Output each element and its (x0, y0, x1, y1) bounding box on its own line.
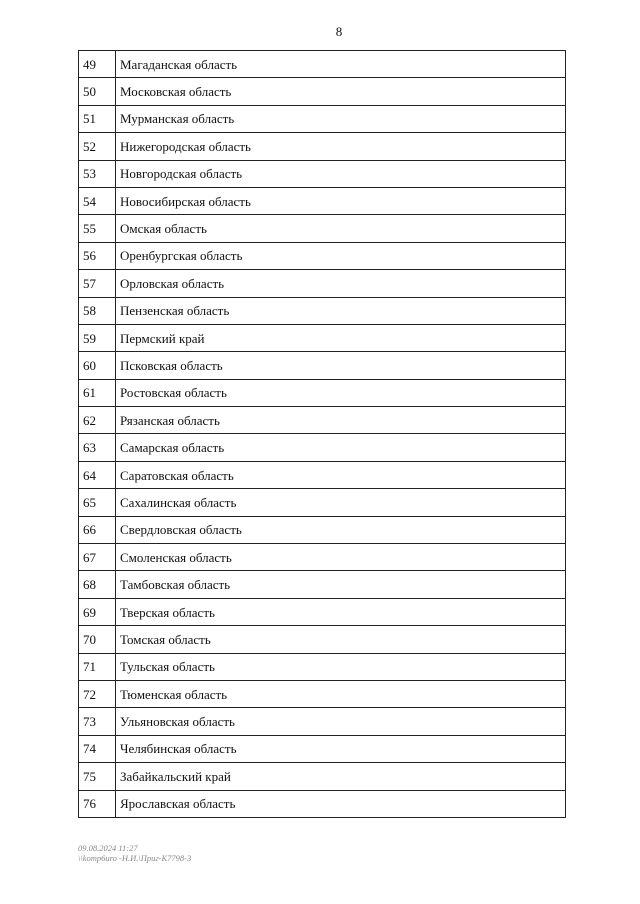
region-name: Нижегородская область (116, 133, 566, 160)
region-name: Забайкальский край (116, 763, 566, 790)
table-row (79, 571, 566, 598)
table-row (79, 324, 566, 351)
footer-file-path: \\komp6uro -Н.И.\Приг-К7798-3 (78, 853, 192, 863)
table-row (79, 105, 566, 132)
table-row (79, 461, 566, 488)
table-row (79, 735, 566, 762)
table-row (79, 242, 566, 269)
table-row (79, 763, 566, 790)
region-name: Ульяновская область (116, 708, 566, 735)
table-row (79, 680, 566, 707)
region-name: Тамбовская область (116, 571, 566, 598)
row-number: 74 (79, 735, 116, 762)
row-number: 51 (79, 105, 116, 132)
page-number: 8 (335, 24, 343, 39)
table-row (79, 379, 566, 406)
region-name: Орловская область (116, 270, 566, 297)
region-name: Тюменская область (116, 680, 566, 707)
footer-timestamp: 09.08.2024 11:27 (78, 843, 138, 853)
row-number: 63 (79, 434, 116, 461)
table-row (79, 78, 566, 105)
table-row (79, 626, 566, 653)
table-row (79, 708, 566, 735)
row-number: 62 (79, 407, 116, 434)
table-row (79, 489, 566, 516)
region-name: Томская область (116, 626, 566, 653)
table-row (79, 598, 566, 625)
table-row (79, 133, 566, 160)
document-footer-stamp (78, 843, 191, 863)
row-number: 69 (79, 598, 116, 625)
row-number: 66 (79, 516, 116, 543)
region-name: Новосибирская область (116, 187, 566, 214)
row-number: 68 (79, 571, 116, 598)
region-name: Рязанская область (116, 407, 566, 434)
region-name: Новгородская область (116, 160, 566, 187)
region-name: Сахалинская область (116, 489, 566, 516)
row-number: 59 (79, 324, 116, 351)
table-row (79, 270, 566, 297)
regions-table (78, 50, 566, 818)
region-name: Магаданская область (116, 51, 566, 78)
row-number: 56 (79, 242, 116, 269)
row-number: 75 (79, 763, 116, 790)
table-row (79, 51, 566, 78)
row-number: 65 (79, 489, 116, 516)
table-row (79, 160, 566, 187)
region-name: Тульская область (116, 653, 566, 680)
region-name: Мурманская область (116, 105, 566, 132)
region-name: Пензенская область (116, 297, 566, 324)
table-row (79, 407, 566, 434)
row-number: 61 (79, 379, 116, 406)
row-number: 53 (79, 160, 116, 187)
region-name: Пермский край (116, 324, 566, 351)
table-row (79, 544, 566, 571)
region-name: Самарская область (116, 434, 566, 461)
row-number: 57 (79, 270, 116, 297)
regions-table-body (79, 51, 566, 818)
table-row (79, 516, 566, 543)
row-number: 49 (79, 51, 116, 78)
region-name: Московская область (116, 78, 566, 105)
row-number: 50 (79, 78, 116, 105)
row-number: 76 (79, 790, 116, 817)
region-name: Ярославская область (116, 790, 566, 817)
table-row (79, 215, 566, 242)
row-number: 70 (79, 626, 116, 653)
row-number: 71 (79, 653, 116, 680)
row-number: 73 (79, 708, 116, 735)
region-name: Оренбургская область (116, 242, 566, 269)
region-name: Свердловская область (116, 516, 566, 543)
row-number: 67 (79, 544, 116, 571)
row-number: 58 (79, 297, 116, 324)
region-name: Омская область (116, 215, 566, 242)
region-name: Псковская область (116, 352, 566, 379)
region-name: Тверская область (116, 598, 566, 625)
table-row (79, 297, 566, 324)
row-number: 64 (79, 461, 116, 488)
row-number: 60 (79, 352, 116, 379)
table-row (79, 790, 566, 817)
region-name: Ростовская область (116, 379, 566, 406)
region-name: Челябинская область (116, 735, 566, 762)
row-number: 52 (79, 133, 116, 160)
row-number: 55 (79, 215, 116, 242)
table-row (79, 352, 566, 379)
table-row (79, 187, 566, 214)
row-number: 72 (79, 680, 116, 707)
table-row (79, 653, 566, 680)
table-row (79, 434, 566, 461)
region-name: Смоленская область (116, 544, 566, 571)
row-number: 54 (79, 187, 116, 214)
region-name: Саратовская область (116, 461, 566, 488)
